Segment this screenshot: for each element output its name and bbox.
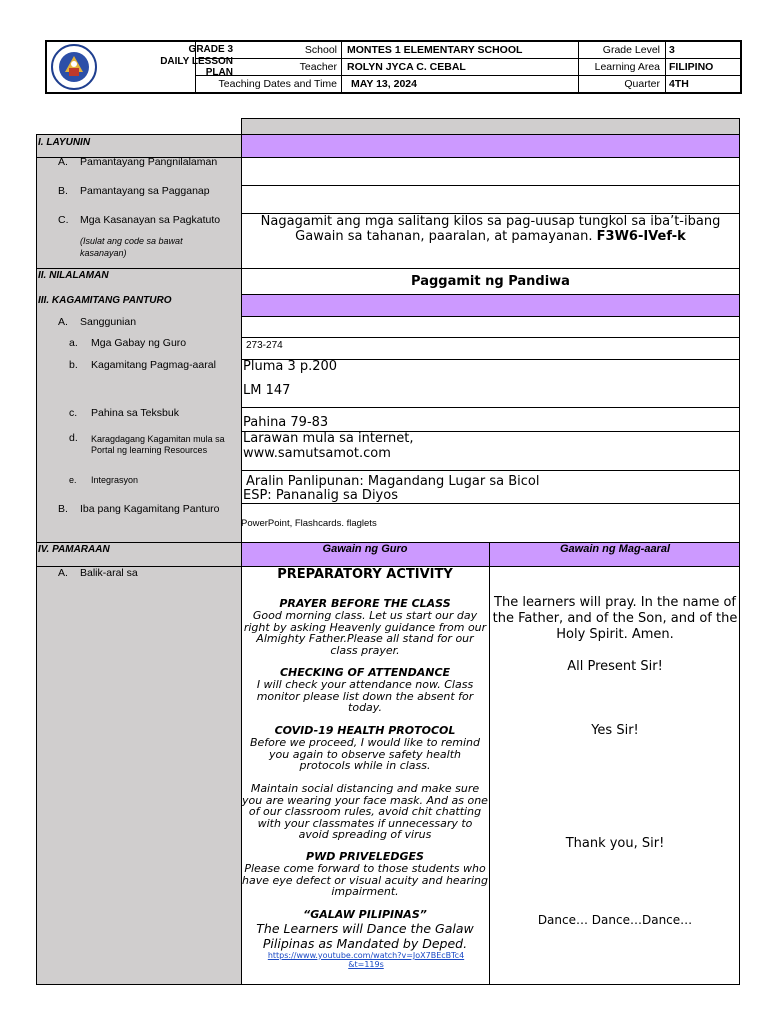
pwd-title: PWD PRIVELEDGES: [306, 850, 424, 863]
pamantayang-pangnilalaman-label: Pamantayang Pangnilalaman: [80, 156, 218, 168]
sanggunian-label: Sanggunian: [80, 316, 137, 328]
iba-pang-kagamitan-value: PowerPoint, Flashcards. flaglets: [241, 518, 377, 529]
gawain-mag-aaral-header: Gawain ng Mag-aaral: [559, 543, 671, 555]
pamantayang-pagganap-label: Pamantayang sa Pagganap: [80, 185, 210, 197]
competency-code: F3W6-IVef-k: [596, 229, 686, 244]
pagmag-aaral-value-2: LM 147: [243, 383, 291, 398]
learning-area-value: FILIPINO: [669, 61, 714, 73]
quarter-value: 4TH: [669, 78, 689, 90]
gawain-guro-header: Gawain ng Guro: [322, 543, 408, 555]
response-attendance: All Present Sir!: [567, 659, 663, 674]
school-value: MONTES 1 ELEMENTARY SCHOOL: [347, 44, 523, 56]
item-d-letter: d.: [69, 432, 78, 444]
quarter-label: Quarter: [624, 78, 660, 90]
teacher-value: ROLYN JYCA C. CEBAL: [347, 61, 466, 73]
pagmag-aaral-value: Pluma 3 p.200: [243, 359, 338, 374]
kagamitan-b-letter: B.: [58, 503, 68, 515]
header-table: [45, 40, 742, 94]
integrasyon-value-2: ESP: Pananalig sa Diyos: [243, 488, 398, 503]
pamaraan-a-letter: A.: [58, 567, 68, 579]
dates-value: MAY 13, 2024: [351, 78, 417, 90]
pamaraan-heading: IV. PAMARAAN: [38, 544, 110, 555]
preparatory-activity-title: PREPARATORY ACTIVITY: [277, 567, 453, 582]
karagdagang-label: Karagdagang Kagamitan mula sa Portal ng learning Resources: [91, 434, 225, 455]
kagamitan-heading: III. KAGAMITANG PANTURO: [38, 295, 172, 306]
prayer-title: PRAYER BEFORE THE CLASS: [279, 597, 451, 610]
balik-aral-label: Balik-aral sa: [80, 567, 138, 579]
item-b-letter: b.: [69, 359, 78, 371]
iba-pang-kagamitan-label: Iba pang Kagamitang Panturo: [80, 503, 220, 515]
nilalaman-value: Paggamit ng Pandiwa: [411, 274, 570, 289]
covid-protocol-text: Before we proceed, I would like to remind you again to observe safety health protocols while in class.: [249, 736, 481, 772]
layunin-heading: I. LAYUNIN: [38, 137, 91, 148]
integrasyon-value: Aralin Panlipunan: Magandang Lugar sa Bicol: [246, 474, 540, 489]
item-a-letter: a.: [69, 337, 78, 349]
school-label: School: [304, 44, 337, 56]
teksbuk-value: Pahina 79-83: [243, 415, 329, 430]
layunin-c-letter: C.: [58, 214, 69, 226]
pwd-text: Please come forward to those students who have eye defect or visual acuity and hearing impairment.: [242, 862, 488, 898]
response-prayer: The learners will pray. In the name of the Father, and of the Son, and of the Holy Spirit. Amen.: [492, 595, 738, 642]
karagdagang-value: Larawan mula sa internet, www.samutsamot.com: [243, 431, 414, 461]
galaw-pilipinas-title: “GALAW PILIPINAS”: [303, 908, 427, 921]
attendance-text: I will check your attendance now. Class monitor please list down the absent for today.: [256, 678, 474, 714]
gabay-guro-value: 273-274: [246, 340, 283, 351]
grade-level-value: 3: [669, 44, 675, 56]
pagmag-aaral-label: Kagamitang Pagmag-aaral: [91, 359, 216, 371]
item-c-letter: c.: [69, 407, 78, 419]
layunin-b-letter: B.: [58, 185, 68, 197]
dates-label: Teaching Dates and Time: [218, 78, 337, 90]
response-distancing: Thank you, Sir!: [565, 836, 665, 851]
kasanayan-note: (Isulat ang code sa bawat kasanayan): [80, 236, 183, 258]
galaw-video-link[interactable]: https://www.youtube.com/watch?v=JoX7BEcBTc4&t=119s: [267, 951, 465, 969]
teacher-label: Teacher: [299, 61, 337, 73]
integrasyon-label: Integrasyon: [91, 475, 139, 485]
gabay-guro-label: Mga Gabay ng Guro: [91, 337, 187, 349]
layunin-a-letter: A.: [58, 156, 68, 168]
distancing-text: Maintain social distancing and make sure you are wearing your face mask. And as one of our classroom rules, avoid chit chatting with your classmates if unnecessary to avoid spreading of virus: [242, 782, 488, 841]
attendance-title: CHECKING OF ATTENDANCE: [279, 666, 451, 679]
deped-seal-logo: [51, 44, 97, 90]
grade-level-label: Grade Level: [602, 44, 660, 56]
response-galaw: Dance… Dance…Dance…: [537, 913, 693, 927]
covid-protocol-title: COVID-19 HEALTH PROTOCOL: [274, 724, 456, 737]
response-covid: Yes Sir!: [591, 723, 639, 738]
nilalaman-heading: II. NILALAMAN: [38, 270, 109, 281]
kagamitan-a-letter: A.: [58, 316, 68, 328]
teksbuk-label: Pahina sa Teksbuk: [91, 407, 179, 419]
galaw-pilipinas-text: The Learners will Dance the Galaw Pilipinas as Mandated by Deped.: [256, 921, 474, 951]
kasanayan-label: Mga Kasanayan sa Pagkatuto: [80, 214, 221, 226]
prayer-text: Good morning class. Let us start our day right by asking Heavenly guidance from our Almighty Father.Please all stand for our class prayer.: [243, 609, 487, 657]
item-e-letter: e.: [69, 475, 77, 485]
lesson-plan-title: GRADE 3 DAILY LESSON PLAN: [160, 44, 233, 78]
learning-area-label: Learning Area: [594, 61, 660, 73]
kasanayan-value: Nagagamit ang mga salitang kilos sa pag-uusap tungkol sa iba’t-ibang Gawain sa tahanan, paaralan, at pamayanan. F3W6-IVef-k: [260, 214, 721, 244]
